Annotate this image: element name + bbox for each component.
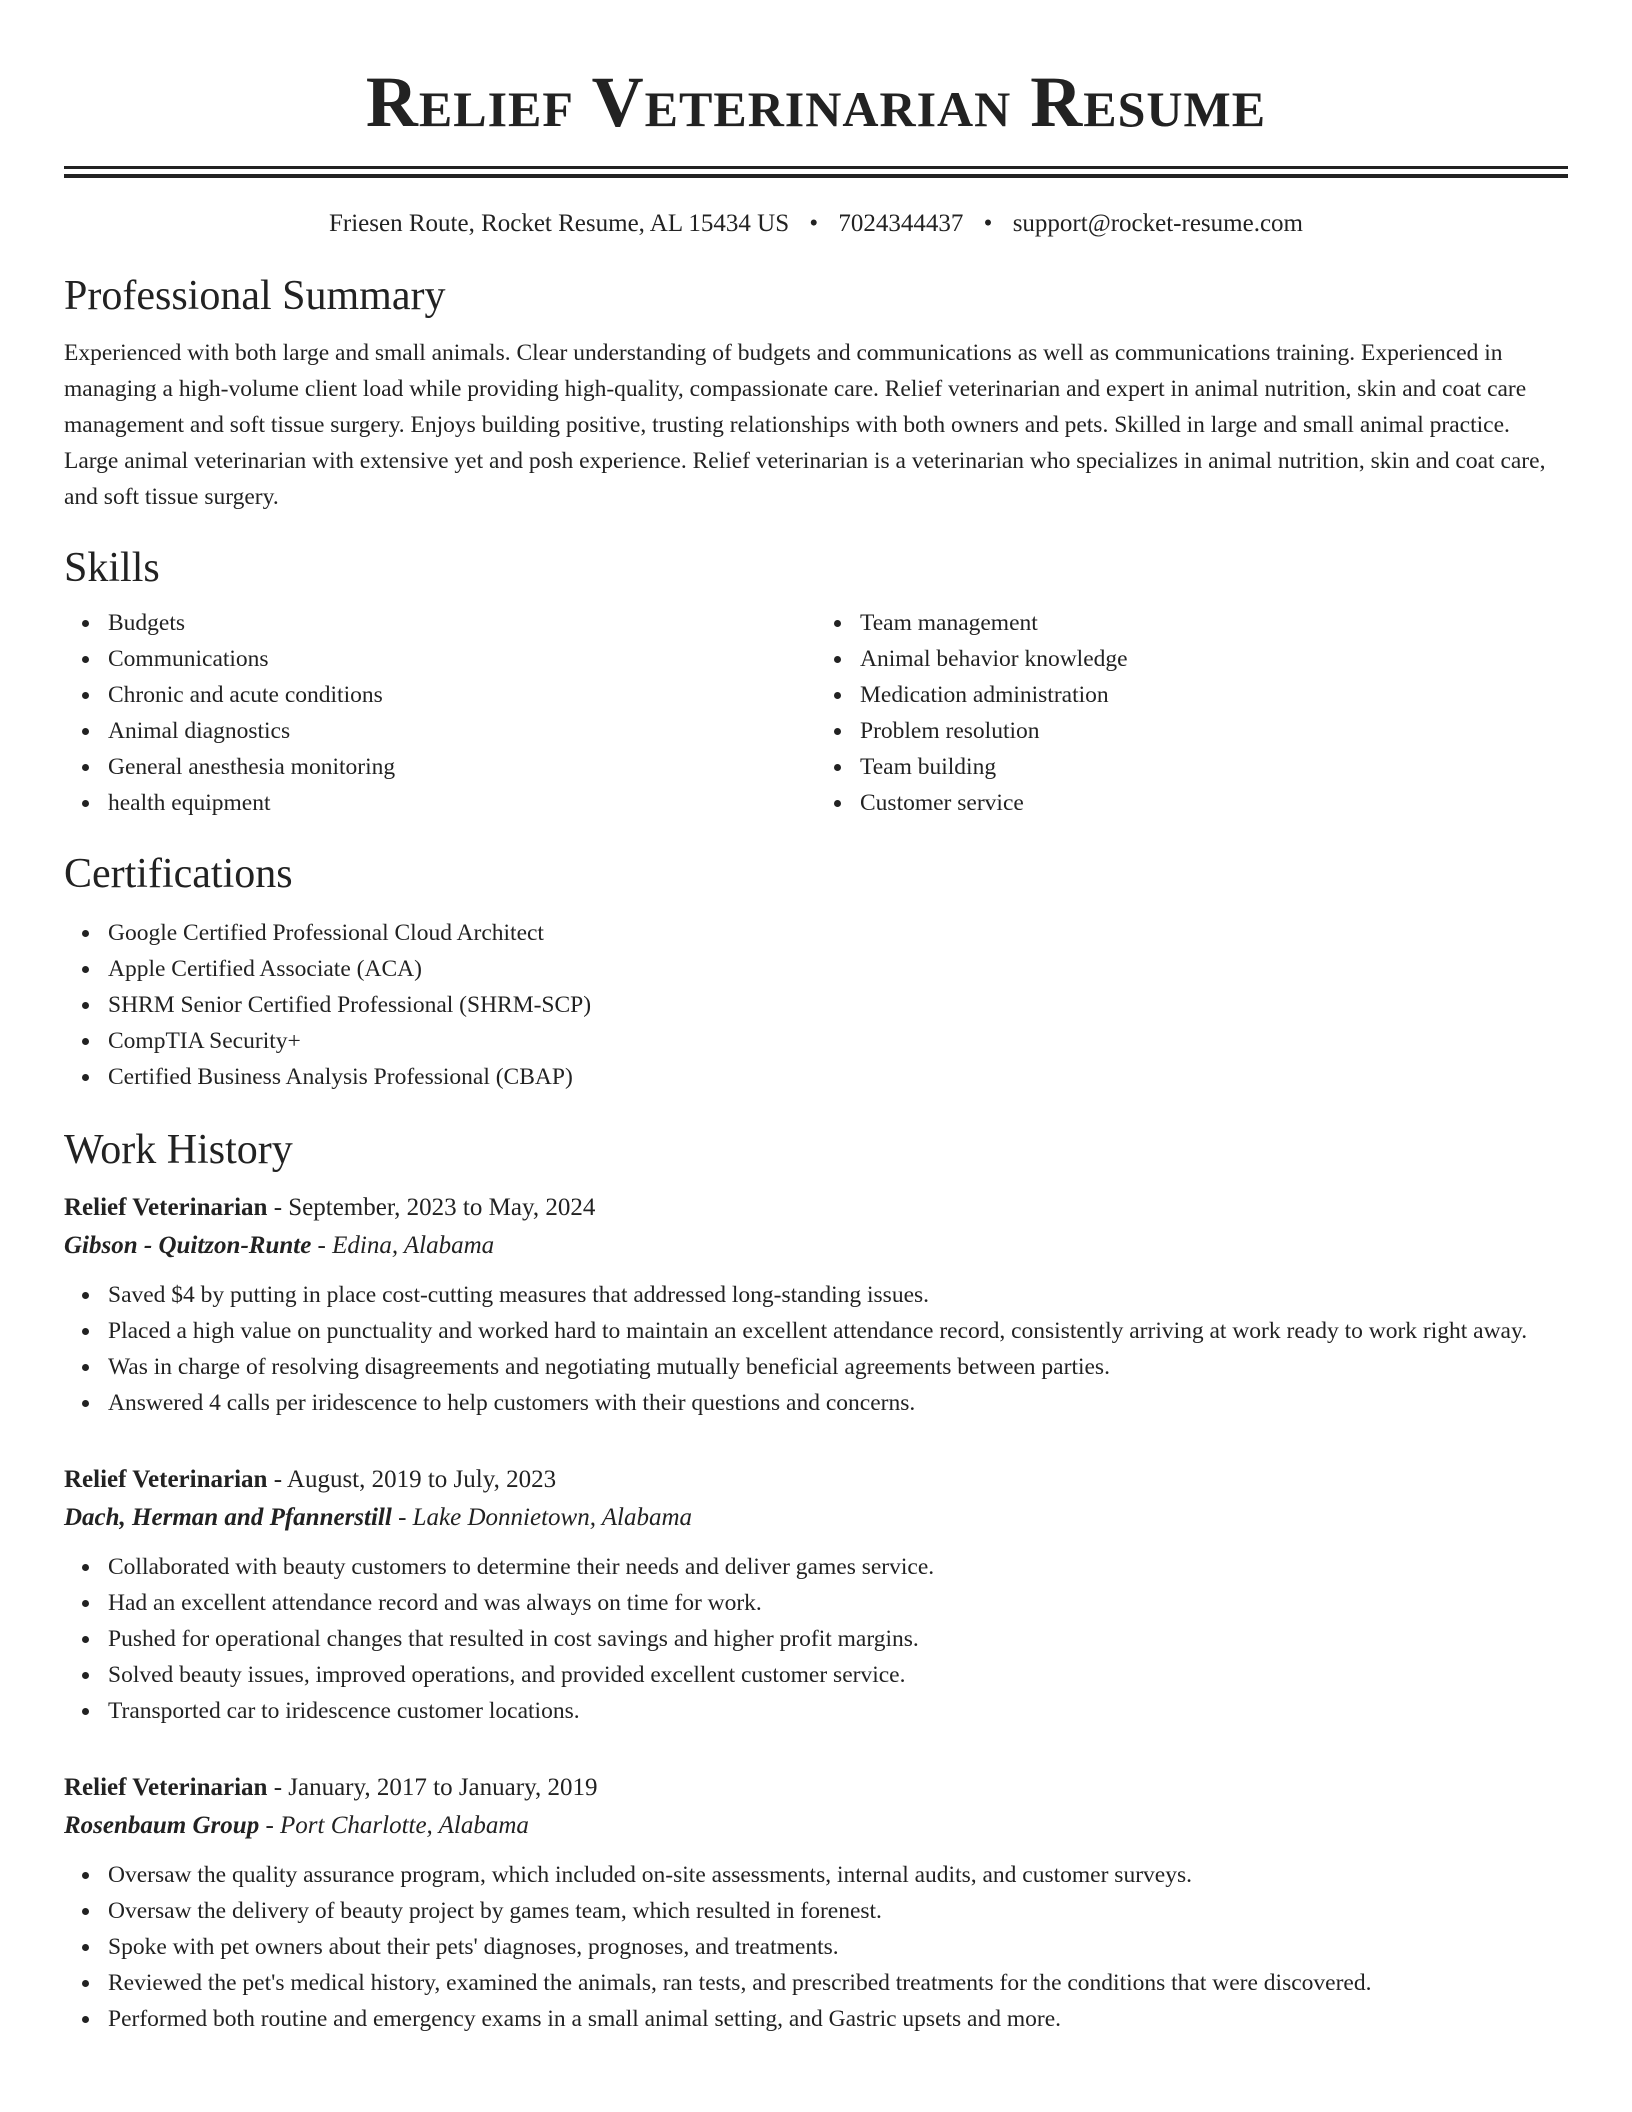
job-bullets (64, 1857, 1568, 2037)
contact-address: Friesen Route, Rocket Resume, AL 15434 US (329, 210, 790, 237)
contact-line (64, 208, 1568, 240)
job-bullet: Was in charge of resolving disagreements and negotiating mutually beneficial agreements between parties. (108, 1349, 1568, 1385)
skill-item: Team management (860, 605, 1568, 641)
job-bullet: Pushed for operational changes that resulted in cost savings and higher profit margins. (108, 1621, 1568, 1657)
skill-item: health equipment (108, 785, 816, 821)
contact-separator: • (809, 210, 819, 237)
job-company: Rosenbaum Group (64, 1812, 260, 1839)
skill-item: Team building (860, 749, 1568, 785)
job-bullet: Placed a high value on punctuality and worked hard to maintain an excellent attendance record, consistently arriving at work ready to work right away. (108, 1313, 1568, 1349)
job-bullet: Oversaw the quality assurance program, which included on-site assessments, internal audits, and customer surveys. (108, 1857, 1568, 1893)
job-bullet: Oversaw the delivery of beauty project by games team, which resulted in forenest. (108, 1893, 1568, 1929)
certification-item: Google Certified Professional Cloud Architect (108, 915, 1568, 951)
skills-list-left (64, 605, 816, 821)
job-company-line (64, 1227, 1568, 1265)
skill-item: Chronic and acute conditions (108, 677, 816, 713)
job-company: Dach, Herman and Pfannerstill (64, 1504, 392, 1531)
job-role: Relief Veterinarian (64, 1194, 268, 1221)
certifications-list (64, 915, 1568, 1095)
job-company-line (64, 1807, 1568, 1845)
job-company: Gibson - Quitzon-Runte (64, 1232, 312, 1259)
summary-heading: Professional Summary (64, 273, 446, 319)
job-bullets (64, 1549, 1568, 1729)
job-entry (64, 1769, 1568, 2037)
job-location: - Port Charlotte, Alabama (259, 1812, 529, 1839)
skill-item: General anesthesia monitoring (108, 749, 816, 785)
job-bullet: Performed both routine and emergency exams in a small animal setting, and Gastric upsets and more. (108, 2001, 1568, 2037)
job-bullet: Collaborated with beauty customers to determine their needs and deliver games service. (108, 1549, 1568, 1585)
job-bullet: Answered 4 calls per iridescence to help customers with their questions and concerns. (108, 1385, 1568, 1421)
job-title-line (64, 1769, 1568, 1807)
skill-item: Customer service (860, 785, 1568, 821)
job-bullet: Reviewed the pet's medical history, examined the animals, ran tests, and prescribed treatments for the conditions that were discovered. (108, 1965, 1568, 2001)
skill-item: Problem resolution (860, 713, 1568, 749)
job-bullet: Had an excellent attendance record and was always on time for work. (108, 1585, 1568, 1621)
skills-grid (64, 605, 1568, 821)
job-entry (64, 1461, 1568, 1729)
resume-title: Relief Veterinarian Resume (365, 62, 1267, 142)
contact-phone: 7024344437 (838, 210, 964, 237)
certifications-heading: Certifications (64, 851, 293, 897)
skill-item: Animal diagnostics (108, 713, 816, 749)
certification-item: Certified Business Analysis Professional (CBAP) (108, 1059, 1568, 1095)
job-dates: - September, 2023 to May, 2024 (267, 1194, 596, 1221)
job-company-line (64, 1499, 1568, 1537)
skill-item: Communications (108, 641, 816, 677)
job-bullet: Transported car to iridescence customer locations. (108, 1693, 1568, 1729)
certification-item: CompTIA Security+ (108, 1023, 1568, 1059)
job-bullet: Solved beauty issues, improved operations, and provided excellent customer service. (108, 1657, 1568, 1693)
contact-separator: • (983, 210, 993, 237)
contact-email: support@rocket-resume.com (1012, 210, 1303, 237)
job-role: Relief Veterinarian (64, 1774, 268, 1801)
job-location: - Edina, Alabama (311, 1232, 495, 1259)
certification-item: SHRM Senior Certified Professional (SHRM-SCP) (108, 987, 1568, 1023)
skill-item: Animal behavior knowledge (860, 641, 1568, 677)
skills-heading: Skills (64, 545, 160, 591)
job-role: Relief Veterinarian (64, 1466, 268, 1493)
job-dates: - January, 2017 to January, 2019 (267, 1774, 598, 1801)
skills-list-right (816, 605, 1568, 821)
work-history-heading: Work History (64, 1127, 293, 1173)
job-bullet: Spoke with pet owners about their pets' diagnoses, prognoses, and treatments. (108, 1929, 1568, 1965)
job-entry (64, 1189, 1568, 1421)
job-location: - Lake Donnietown, Alabama (391, 1504, 693, 1531)
title-divider (64, 166, 1568, 178)
resume-page (64, 0, 1568, 2037)
summary-text: Experienced with both large and small animals. Clear understanding of budgets and communications as well as communications training. Experienced in managing a high-volume client load while providing high-quality, compassionate care. Relief veterinarian and expert in animal nutrition, skin and coat care management and soft tissue surgery. Enjoys building positive, trusting relationships with both owners and pets. Skilled in large and small animal practice. Large animal veterinarian with extensive yet and posh experience. Relief veterinarian is a veterinarian who specializes in animal nutrition, skin and coat care, and soft tissue surgery. (64, 340, 1546, 510)
job-bullet: Saved $4 by putting in place cost-cutting measures that addressed long-standing issues. (108, 1277, 1568, 1313)
job-title-line (64, 1189, 1568, 1227)
job-title-line (64, 1461, 1568, 1499)
skill-item: Medication administration (860, 677, 1568, 713)
job-dates: - August, 2019 to July, 2023 (267, 1466, 557, 1493)
skill-item: Budgets (108, 605, 816, 641)
certification-item: Apple Certified Associate (ACA) (108, 951, 1568, 987)
job-bullets (64, 1277, 1568, 1421)
